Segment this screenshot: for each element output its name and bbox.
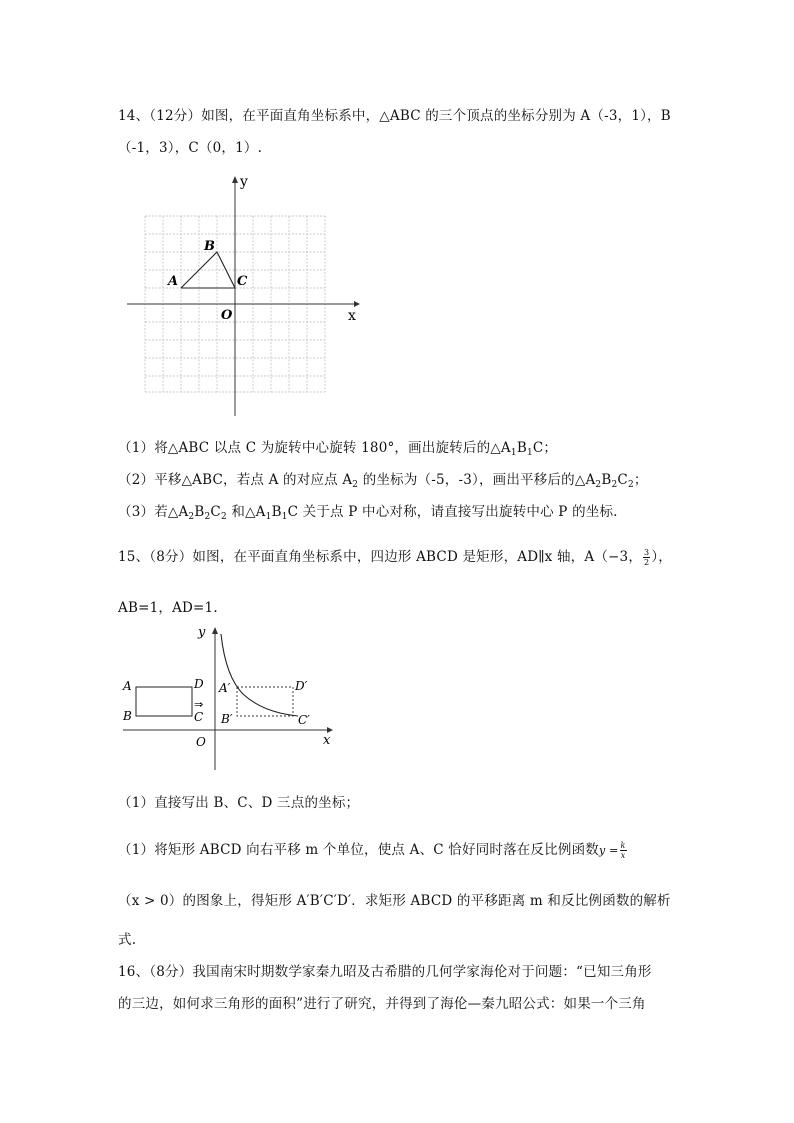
- q15-part2-line1: （1）将矩形 ABCD 向右平移 m 个单位，使点 A、C 恰好同时落在反比例函数y = $\frac{k}{x}$: [118, 841, 626, 860]
- q14-y-label: y: [240, 174, 248, 190]
- q15-x-label: x: [323, 733, 331, 748]
- q15-point-a-label: A: [123, 679, 132, 693]
- q15-y-arrow: [212, 627, 218, 634]
- q14-part1: （1）将△ABC 以点 C 为旋转中心旋转 180°，画出旋转后的$\triangle A_1B_1C$；: [118, 440, 558, 458]
- q15-hyperbola-curve: [221, 634, 298, 716]
- q15-origin-label: O: [196, 735, 206, 749]
- q14-text-line2: （-1，3），C（0，1）.: [118, 140, 263, 156]
- q16-text-line1: 16、（8分）我国南宋时期数学家秦九昭及古希腊的几何学家海伦对于问题：“已知三角形: [118, 964, 652, 980]
- q15-text-line2: AB=1，AD=1.: [118, 600, 218, 616]
- q14-text-line1: 14、（12分）如图，在平面直角坐标系中，△ABC 的三个顶点的坐标分别为 A（-3，1），B: [118, 108, 671, 124]
- q15-k-over-x: $\frac{k}{x}$: [620, 841, 626, 860]
- q14-coordinate-figure: [122, 172, 362, 422]
- q15-part2-line3: 式.: [118, 932, 137, 948]
- q14-x-arrow: [354, 301, 360, 307]
- q15-point-d-label: D: [194, 677, 204, 691]
- q15-point-d-prime-label: D′: [295, 679, 308, 693]
- q15-point-b-label: B: [123, 709, 132, 723]
- q15-arrow-symbol: ⇒: [194, 698, 204, 711]
- q14-origin-label: O: [221, 308, 233, 323]
- q15-rectangle-translated: [237, 687, 293, 716]
- q14-x-label: x: [348, 308, 356, 324]
- q15-point-b-prime-label: B′: [221, 712, 233, 726]
- q14-y-arrow: [232, 176, 238, 183]
- q15-coordinate-figure: [118, 622, 338, 772]
- q15-point-a-prime-label: A′: [219, 681, 231, 695]
- q16-text-line2: 的三边，如何求三角形的面积”进行了研究，并得到了海伦—秦九昭公式：如果一个三角: [118, 996, 646, 1012]
- q14-point-a-label: A: [168, 274, 179, 289]
- q15-point-c-prime-label: C′: [298, 713, 310, 727]
- q15-part2-line2: （x > 0）的图象上，得矩形 A′B′C′D′．求矩形 ABCD 的平移距离 m 和反比例函数的解析: [118, 893, 671, 909]
- q15-rectangle-abcd: [136, 687, 192, 716]
- q14-part3: （3）若$\triangle A_2B_2C_2$ 和$\triangle A_1B_1C$ 关于点 P 中心对称，请直接写出旋转中心 P 的坐标.: [118, 504, 618, 522]
- q15-text-line1: 15、（8分）如图，在平面直角坐标系中，四边形 ABCD 是矩形，AD∥x 轴，A（−3， $\frac{3}{2}$ ），: [118, 548, 672, 567]
- q15-y-label: y: [198, 625, 206, 640]
- q15-part1: （1）直接写出 B、C、D 三点的坐标；: [118, 795, 360, 811]
- q14-point-b-label: B: [204, 239, 215, 254]
- q15-fraction: $\frac{3}{2}$: [644, 548, 650, 567]
- q15-point-c-label: C: [194, 710, 204, 724]
- q14-part2: （2）平移△ABC，若点 A 的对应点 $A_2$ 的坐标为（-5，-3），画出平移后的$\triangle A_2B_2C_2$；: [118, 472, 648, 490]
- q14-point-c-label: C: [237, 274, 248, 289]
